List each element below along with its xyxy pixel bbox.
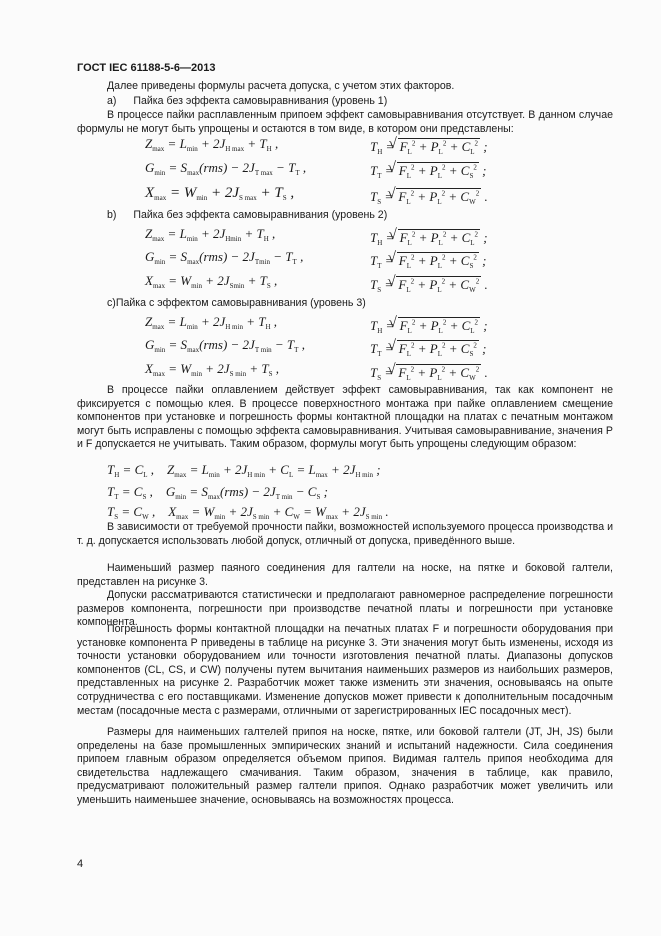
para-strength: В зависимости от требуемой прочности пайки, возможностей используемого процесса производства и т. д. допускается использовать любой допуск, отличный от допуска, приведённого выше.	[77, 521, 613, 547]
intro-block	[77, 80, 613, 94]
formula-g-level2: $G_{min} = S_{max}(rms) - 2J_{Tmin} - T_T$ ,	[145, 249, 304, 266]
formula-th-level3: $T_H$ = √ $F_L^2 + P_L^2 + C_L^2$ ;	[370, 317, 488, 335]
formula-g-level1: $G_{min} = S_{max}(rms) - 2J_{T max} - T_T$ ,	[145, 160, 307, 177]
formula-g-level3: $G_{min} = S_{max}(rms) - 2J_{T min} - T_T$ ,	[145, 337, 305, 354]
item-a-heading	[107, 95, 387, 107]
item-a-title: Пайка без эффекта самовыравнивания (уровень 1)	[133, 95, 388, 107]
formula-th-level1: $T_H$ = √ $F_L^2 + P_L^2 + C_L^2$ ;	[370, 138, 488, 156]
page-number: 4	[77, 858, 84, 870]
strength-block	[77, 521, 613, 548]
intro-paragraph: Далее приведены формулы расчета допуска, с учетом этих факторов.	[107, 80, 455, 92]
item-c-title: с)Пайка с эффектом самовыравнивания (уровень 3)	[107, 297, 366, 309]
item-b-title: Пайка без эффекта самовыравнивания (уровень 2)	[133, 209, 388, 221]
formula-ts-level2: $T_S$ = √ $F_L^2 + P_L^2 + C_W^2$ .	[370, 276, 488, 294]
item-b-label: b)	[107, 209, 117, 221]
para-pad: Погрешность формы контактной площадки на печатных платах F и погрешности оборудования при установке компонента P приведены в таблице на рисунке 3. Эти значения могут быть изменены, исходя из точности установки оборудованием или точности изготовления печатной платы. Диапазоны допусков компонентов (CL, CS, и CW) получены путем вычитания наименьших размеров из наибольших размеров, представленных на рисунке 2. Разработчик может также изменить эти значения, основываясь на опыте сотрудничества с его поставщиками. Изменение допусков может привести к дополнительным посадочным местам (посадочные места с размерами, отличными от зарегистрированных IEC посадочных мест).	[77, 623, 613, 717]
formula-ts-level1: $T_S$ = √ $F_L^2 + P_L^2 + C_W^2$ .	[370, 188, 488, 206]
formula-z-level1: $Z_{max} = L_{min} + 2J_{H max} + T_H$ ,	[145, 136, 279, 153]
para-tolerances: Допуски рассматриваются статистически и предполагают равномерное распределение погрешности размеров компонента, погрешности при производстве печатной платы и погрешности при установке компонента.	[77, 589, 613, 629]
formula-tt-level3: $T_T$ = √ $F_L^2 + P_L^2 + C_S^2$ ;	[370, 340, 486, 358]
para-reflow: В процессе пайки оплавлением действует эффект самовыравнивания, так как компонент не фиксируется с помощью клея. В процессе поверхностного монтажа при пайке оплавлением смещение компонентов при установке и погрешность формы контактной площадки на платах с печатным монтажом могут быть исправлены с помощью эффекта самовыравнивания. Учитывая самовыравнивание, значения P и F допускается не учитывать. Таким образом, формулы могут быть упрощены следующим образом:	[77, 384, 613, 451]
reflow-block	[77, 384, 613, 452]
item-b-heading	[107, 209, 387, 221]
formula-z-level2: $Z_{max} = L_{min} + 2J_{Hmin} + T_H$ ,	[145, 226, 276, 243]
para-fillet: Размеры для наименьших галтелей припоя на носке, пятке, или боковой галтели (JT, JH, JS) были определены на базе промышленных эмпирических знаний и испытаний надежности. Сила соединения припоем главным образом определяется объемом припоя. Видимая галтель припоя необходима для свидетельства надлежащего смачивания. Таким образом, значения в таблице, как правило, предусматривают положительный размер галтели припоя. Однако разработчик может увеличить или уменьшить наименьшее значение, основываясь на возможностях процесса.	[77, 726, 613, 806]
pad-block	[77, 623, 613, 718]
item-a-label: a)	[107, 95, 117, 107]
para-min-size: Наименьший размер паяного соединения для галтели на носке, на пятке и боковой галтели, представлен на рисунке 3.	[77, 562, 613, 588]
formula-x-level3: $X_{max} = W_{min} + 2J_{S min} + T_S$ ,	[145, 361, 280, 378]
formula-z-level3: $Z_{max} = L_{min} + 2J_{H min} + T_H$ ,	[145, 314, 278, 331]
formula-ts-level3: $T_S$ = √ $F_L^2 + P_L^2 + C_W^2$ .	[370, 364, 488, 382]
formula-th-level2: $T_H$ = √ $F_L^2 + P_L^2 + C_L^2$ ;	[370, 229, 488, 247]
para-a-block	[77, 109, 613, 136]
formula-x-level2: $X_{max} = W_{min} + 2J_{Smin} + T_S$ ,	[145, 273, 278, 290]
min-size-block	[77, 562, 613, 589]
formula-x-level1: $X_{max} = W_{min} + 2J_{S max} + T_S$ ,	[145, 185, 295, 202]
para-a: В процессе пайки расплавленным припоем эффект самовыравнивания отсутствует. В данном случае формулы не могут быть упрощены и остаются в том виде, в котором они представлены:	[77, 109, 613, 135]
formula-simplified-3: $T_S = C_W$ , $X_{max} = W_{min} + 2J_{S min} + C_W = W_{max} + 2J_{S min}$ .	[107, 504, 389, 521]
formula-tt-level2: $T_T$ = √ $F_L^2 + P_L^2 + C_S^2$ ;	[370, 252, 486, 270]
item-c-heading	[107, 297, 366, 309]
fillet-block	[77, 726, 613, 808]
formula-simplified-2: $T_T = C_S$ , $G_{min} = S_{max}(rms) - 2J_{T min} - C_S$ ;	[107, 484, 328, 501]
document-header: ГОСТ IEC 61188-5-6—2013	[77, 62, 216, 74]
formula-tt-level1: $T_T$ = √ $F_L^2 + P_L^2 + C_S^2$ ;	[370, 162, 486, 180]
formula-simplified-1: $T_H = C_L$ , $Z_{max} = L_{min} + 2J_{H min} + C_L = L_{max} + 2J_{H min}$ ;	[107, 462, 381, 479]
